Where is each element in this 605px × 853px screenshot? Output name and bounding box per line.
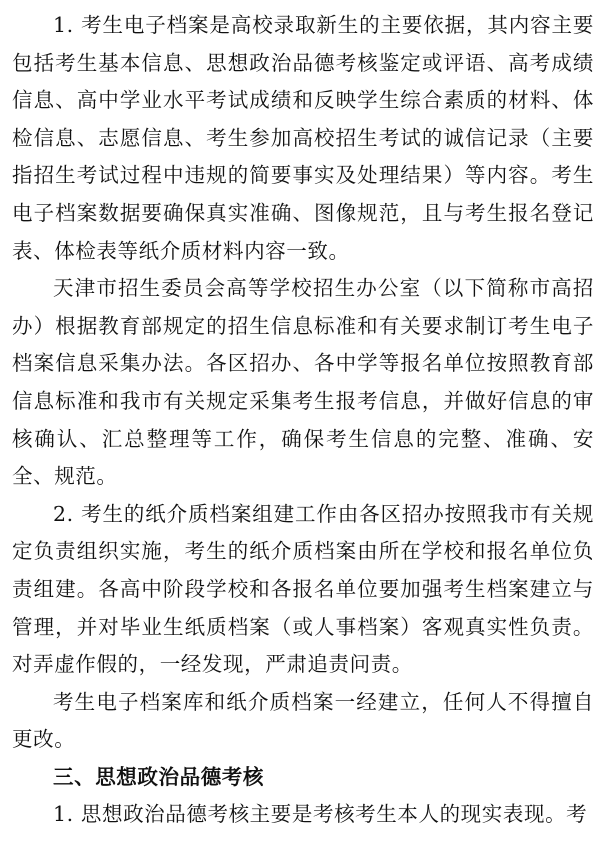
paragraph-tianjin-collection-method: 天津市招生委员会高等学校招生办公室（以下简称市高招办）根据教育部规定的招生信息标准和有关要求制订考生电子档案信息采集办法。各区招办、各中学等报名单位按照教育部信息标准和我市有关规定采集考生报考信息，并做好信息的审核确认、汇总整理等工作，确保考生信息的完整、准确、安全、规范。 xyxy=(12,276,594,489)
paragraph-no-modification: 考生电子档案库和纸介质档案一经建立，任何人不得擅自更改。 xyxy=(12,689,594,752)
section-heading: 三、思想政治品德考核 xyxy=(53,764,264,789)
paragraph-electronic-archive-content: 1. 考生电子档案是高校录取新生的主要依据，其内容主要包括考生基本信息、思想政治品德考核鉴定或评语、高考成绩信息、高中学业水平考试成绩和反映学生综合素质的材料、体检信息、志愿信息、考生参加高校招生考试的诚信记录（主要指招生考试过程中违规的简要事实及处理结果）等内容。考生电子档案数据要确保真实准确、图像规范，且与考生报名登记表、体检表等纸介质材料内容一致。 xyxy=(12,13,594,263)
paragraph-paper-archive: 2. 考生的纸介质档案组建工作由各区招办按照我市有关规定负责组织实施，考生的纸介质档案由所在学校和报名单位负责组建。各高中阶段学校和各报名单位要加强考生档案建立与管理，并对毕业生纸质档案（或人事档案）客观真实性负责。对弄虚作假的，一经发现，严肃追责问责。 xyxy=(12,501,594,677)
paragraph-moral-assessment: 1. 思想政治品德考核主要是考核考生本人的现实表现。考 xyxy=(53,802,588,827)
document-page xyxy=(12,0,594,834)
